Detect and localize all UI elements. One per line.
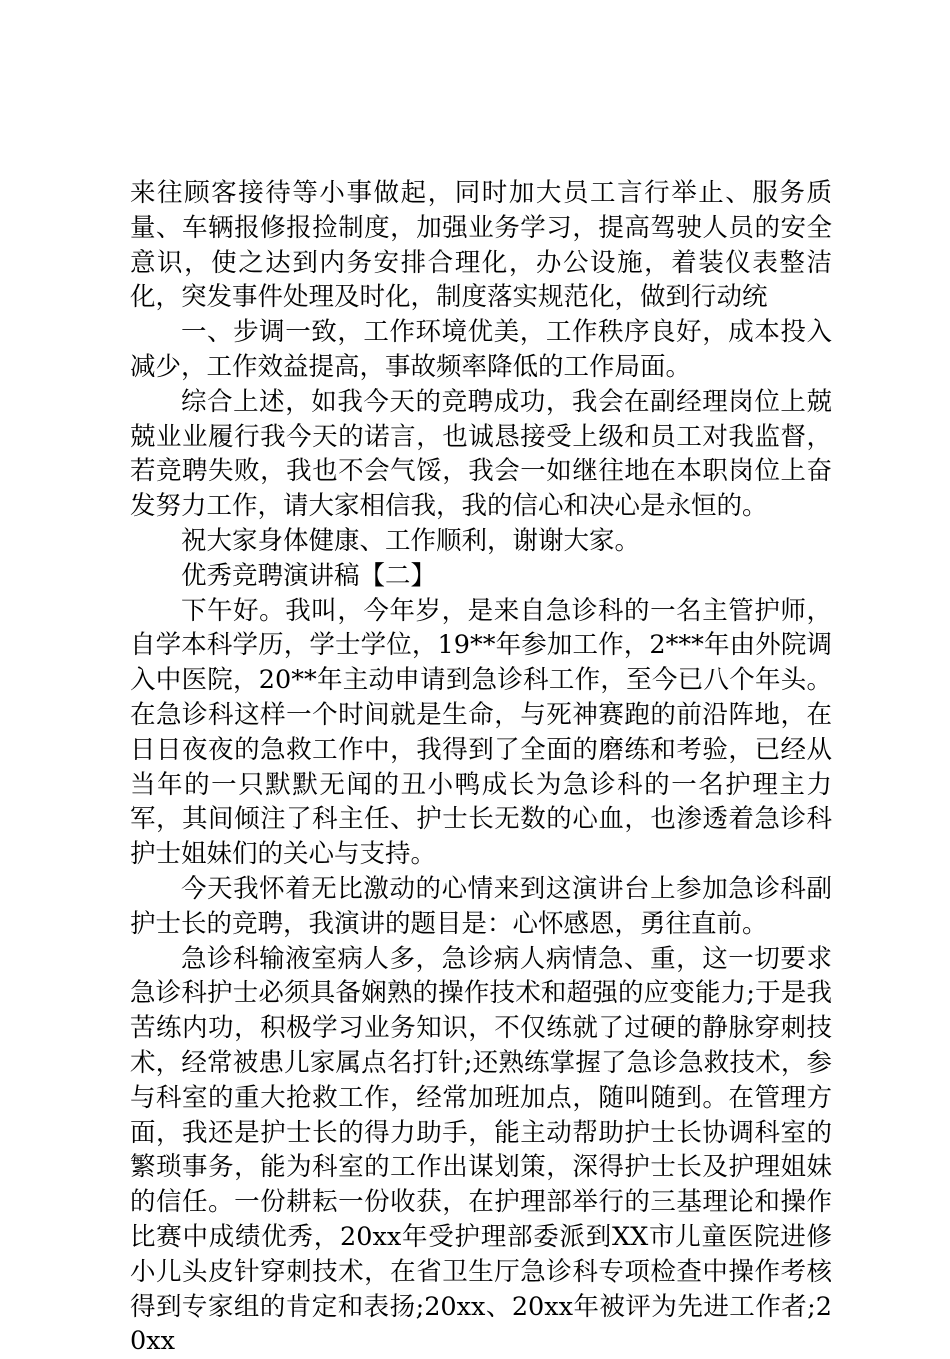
section-heading: 优秀竞聘演讲稿【二】 bbox=[181, 560, 437, 591]
paragraph-6: 今天我怀着无比激动的心情来到这演讲台上参加急诊科副护士长的竞聘，我演讲的题目是：心怀感恩，勇往直前。 bbox=[130, 873, 832, 939]
paragraph-3: 综合上述，如我今天的竞聘成功，我会在副经理岗位上兢兢业业履行我今天的诺言，也诚恳接受上级和员工对我监督，若竞聘失败，我也不会气馁，我会一如继往地在本职岗位上奋发努力工作，请大家相信我，我的信心和决心是永恒的。 bbox=[130, 386, 832, 522]
paragraph-4: 祝大家身体健康、工作顺利，谢谢大家。 bbox=[181, 525, 641, 556]
paragraph-1: 来往顾客接待等小事做起，同时加大员工言行举止、服务质量、车辆报修报捡制度，加强业务学习，提高驾驶人员的安全意识，使之达到内务安排合理化，办公设施，着装仪表整洁化，突发事件处理及时化，制度落实规范化，做到行动统 bbox=[130, 178, 832, 313]
paragraph-5: 下午好。我叫，今年岁，是来自急诊科的一名主管护师，自学本科学历，学士学位，19**年参加工作，2***年由外院调入中医院，20**年主动申请到急诊科工作，至今已八个年头。在急诊科这样一个时间就是生命，与死神赛跑的前沿阵地，在日日夜夜的急救工作中，我得到了全面的磨练和考验，已经从当年的一只默默无闻的丑小鸭成长为急诊科的一名护理主力军，其间倾注了科主任、护士长无数的心血，也渗透着急诊科护士姐妹们的关心与支持。 bbox=[130, 595, 832, 870]
paragraph-2: 一、步调一致，工作环境优美，工作秩序良好，成本投入减少，工作效益提高，事故频率降低的工作局面。 bbox=[130, 317, 832, 382]
document-body bbox=[130, 176, 832, 1359]
paragraph-7: 急诊科输液室病人多，急诊病人病情急、重，这一切要求急诊科护士必须具备娴熟的操作技术和超强的应变能力;于是我苦练内功，积极学习业务知识，不仅练就了过硬的静脉穿刺技术，经常被患儿家属点名打针;还熟练掌握了急诊急救技术，参与科室的重大抢救工作，经常加班加点，随叫随到。在管理方面，我还是护士长的得力助手，能主动帮助护士长协调科室的繁琐事务，能为科室的工作出谋划策，深得护士长及护理姐妹的信任。一份耕耘一份收获，在护理部举行的三基理论和操作比赛中成绩优秀，20xx年受护理部委派到XX市儿童医院进修小儿头皮针穿刺技术，在省卫生厅急诊科专项检查中操作考核得到专家组的肯定和表扬;20xx、20xx年被评为先进工作者;20xx bbox=[130, 943, 832, 1357]
